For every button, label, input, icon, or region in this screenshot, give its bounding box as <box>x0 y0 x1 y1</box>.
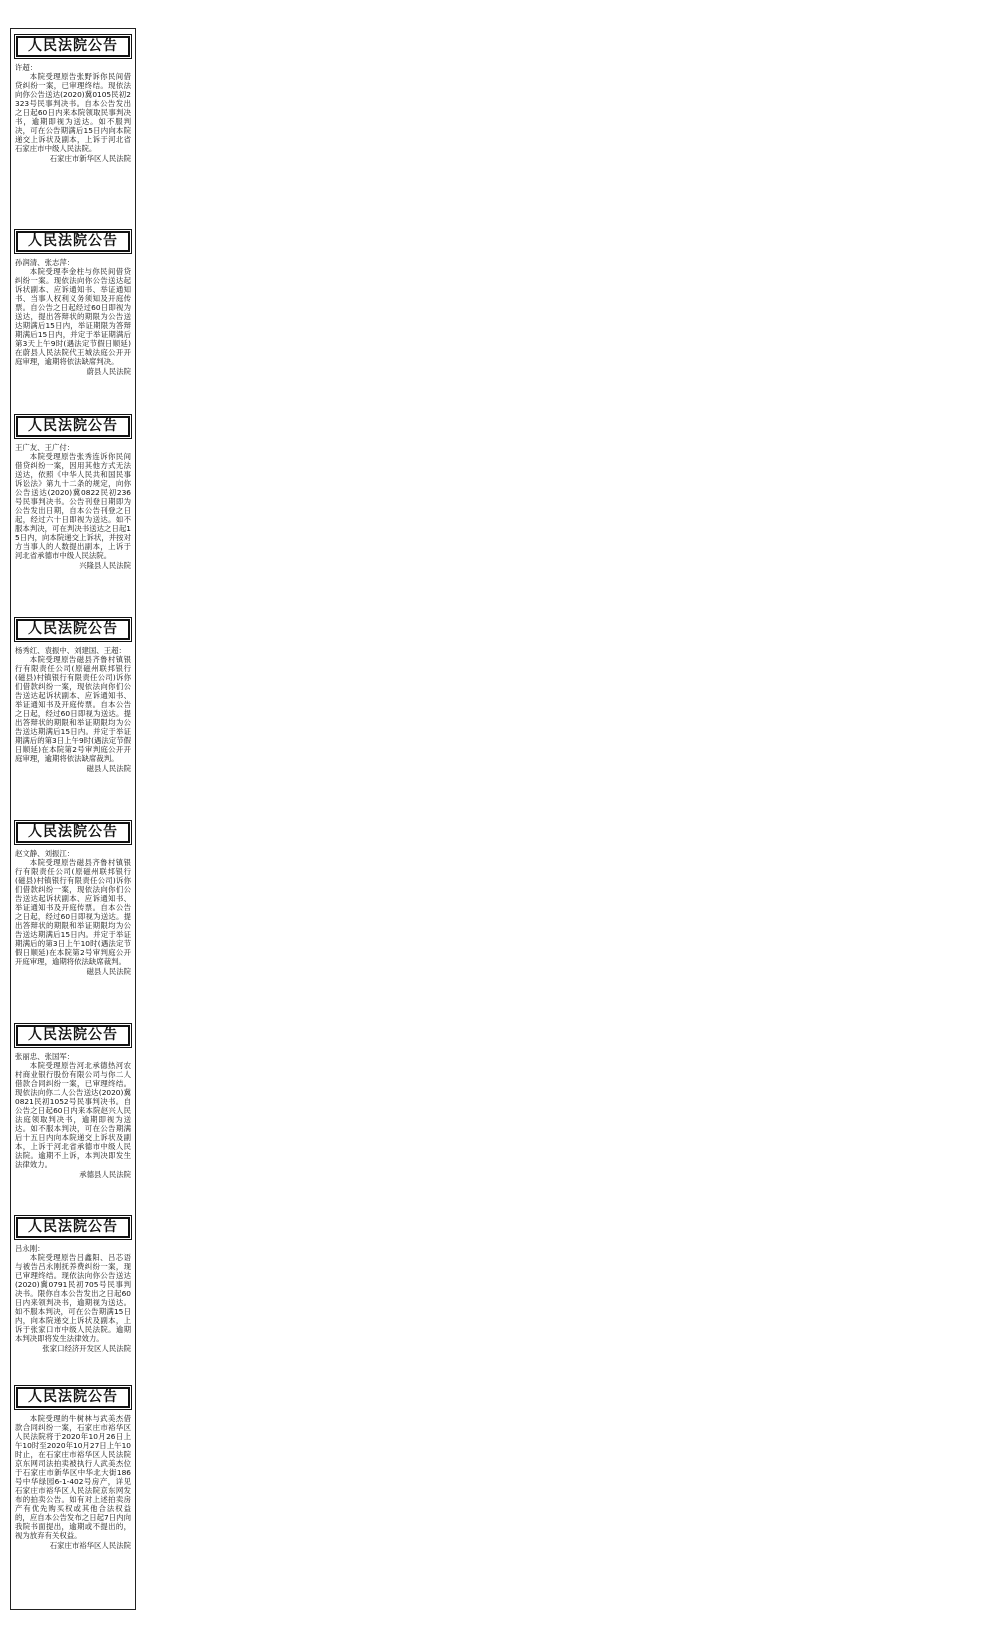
notice-body: 本院受理原告吕鑫阳、吕芯语与被告吕永刚抚养费纠纷一案，现已审理终结。现依法向你公告送达(2020)冀0791民初705号民事判决书。限你自本公告发出之日起60日内来领判决书，逾期视为送达。如不服本判决，可在公告期满15日内，向本院递交上诉状及副本，上诉于张家口市中级人民法院。逾期本判决即将发生法律效力。 <box>15 1253 131 1343</box>
notice-title: 人民法院公告 <box>16 231 130 252</box>
notice-body: 本院受理原告磁县齐鲁村镇银行有限责任公司(原磁州联邦银行(磁县)村镇银行有限责任公司)诉你们借款纠纷一案，现依法向你们公告送达起诉状副本、应诉通知书、举证通知书及开庭传票。自本公告之日起，经过60日即视为送达。提出答辩状的期限和举证期限均为公告送达期满后15日内。并定于举证期满后的第3日上午10时(遇法定节假日顺延)在本院第2号审判庭公开开庭审理，逾期将依法缺席裁判。 <box>15 858 131 966</box>
notice-addressee: 孙润清、张志萍： <box>15 258 75 267</box>
notice-body: 本院受理的牛树林与武美杰借款合同纠纷一案，石家庄市裕华区人民法院将于2020年10月26日上午10时至2020年10月27日上午10时止，在石家庄市裕华区人民法院京东网司法拍卖被执行人武美杰位于石家庄市新华区中华北大街186号中华绿园6-1-402号房产，详见石家庄市裕华区人民法院京东网发布的拍卖公告。如有对上述拍卖房产有优先购买权或其他合法权益的，应自本公告发布之日起7日内向我院书面提出，逾期或不提出的，视为放弃有关权益。 <box>15 1414 131 1540</box>
notice-addressee: 杨秀红、袁振中、刘建国、王超： <box>15 646 126 655</box>
notice-signature: 兴隆县人民法院 <box>79 561 131 570</box>
notice-body: 本院受理原告河北承德热河农村商业银行股份有限公司与你二人借款合同纠纷一案，已审理终结。现依法向你二人公告送达(2020)冀0821民初1052号民事判决书。自公告之日起60日内来本院赵兴人民法庭领取判决书，逾期即视为送达。如不服本判决，可在公告期满后十五日内向本院递交上诉状及副本，上诉于河北省承德市中级人民法院。逾期不上诉，本判决即发生法律效力。 <box>15 1061 131 1169</box>
notice-body: 本院受理原告磁县齐鲁村镇银行有限责任公司(原磁州联邦银行(磁县)村镇银行有限责任公司)诉你们借款纠纷一案，现依法向你们公告送达起诉状副本、应诉通知书、举证通知书及开庭传票。自本公告之日起，经过60日即视为送达。提出答辩状的期限和举证期限均为公告送达期满后15日内。并定于举证期满后的第3日上午9时(遇法定节假日顺延)在本院第2号审判庭公开开庭审理，逾期将依法缺席裁判。 <box>15 655 131 763</box>
notice-addressee: 吕永刚： <box>15 1244 45 1253</box>
notice-body: 本院受理原告张秀连诉你民间借贷纠纷一案，因用其他方式无法送达，依照《中华人民共和国民事诉讼法》第九十二条的规定，向你公告送达(2020)冀0822民初236号民事判决书。公告刊登日期即为公告发出日期，自本公告刊登之日起，经过六十日即视为送达。如不服本判决，可在判决书送达之日起15日内，向本院递交上诉状，并按对方当事人的人数提出副本，上诉于河北省承德市中级人民法院。 <box>15 452 131 560</box>
notice-title: 人民法院公告 <box>16 1387 130 1408</box>
notice-7 <box>14 1214 132 1384</box>
notice-column <box>10 28 136 1610</box>
notice-signature: 磁县人民法院 <box>86 967 131 976</box>
notice-6 <box>14 1022 132 1214</box>
notice-signature: 张家口经济开发区人民法院 <box>42 1344 131 1353</box>
notice-4 <box>14 616 132 819</box>
notice-body: 本院受理李金柱与你民间借贷纠纷一案。现依法向你公告送达起诉状副本、应诉通知书、举证通知书、当事人权利义务须知及开庭传票。自公告之日起经过60日即视为送达，提出答辩状的期限为公告送达期满后15日内，举证期限为答辩期满后15日内，并定于举证期满后第3天上午9时(遇法定节假日顺延)在蔚县人民法院代王城法庭公开开庭审理，逾期将依法缺席判决。 <box>15 267 131 366</box>
notice-addressee: 许超： <box>15 63 38 72</box>
notice-title: 人民法院公告 <box>16 619 130 640</box>
notice-3 <box>14 413 132 616</box>
notice-signature: 石家庄市新华区人民法院 <box>49 154 131 163</box>
notice-title: 人民法院公告 <box>16 416 130 437</box>
notice-signature: 磁县人民法院 <box>86 764 131 773</box>
notice-signature: 承德县人民法院 <box>79 1170 131 1179</box>
notice-addressee: 王广友、王广付： <box>15 443 75 452</box>
notice-1 <box>14 33 132 228</box>
notice-addressee: 张丽忠、张国军： <box>15 1052 75 1061</box>
notice-2 <box>14 228 132 413</box>
notice-signature: 蔚县人民法院 <box>86 367 131 376</box>
notice-title: 人民法院公告 <box>16 1025 130 1046</box>
notice-body: 本院受理原告张野诉你民间借贷纠纷一案，已审理终结。现依法向你公告送达(2020)冀0105民初2323号民事判决书。自本公告发出之日起60日内来本院领取民事判决书，逾期即视为送达。如不服判决，可在公告期满后15日内向本院递交上诉状及副本，上诉于河北省石家庄市中级人民法院。 <box>15 72 131 153</box>
notice-title: 人民法院公告 <box>16 822 130 843</box>
notice-title: 人民法院公告 <box>16 36 130 57</box>
notice-signature: 石家庄市裕华区人民法院 <box>49 1541 131 1550</box>
notice-8 <box>14 1384 132 1599</box>
notice-addressee: 赵文静、刘振江： <box>15 849 75 858</box>
notice-title: 人民法院公告 <box>16 1217 130 1238</box>
notice-5 <box>14 819 132 1022</box>
